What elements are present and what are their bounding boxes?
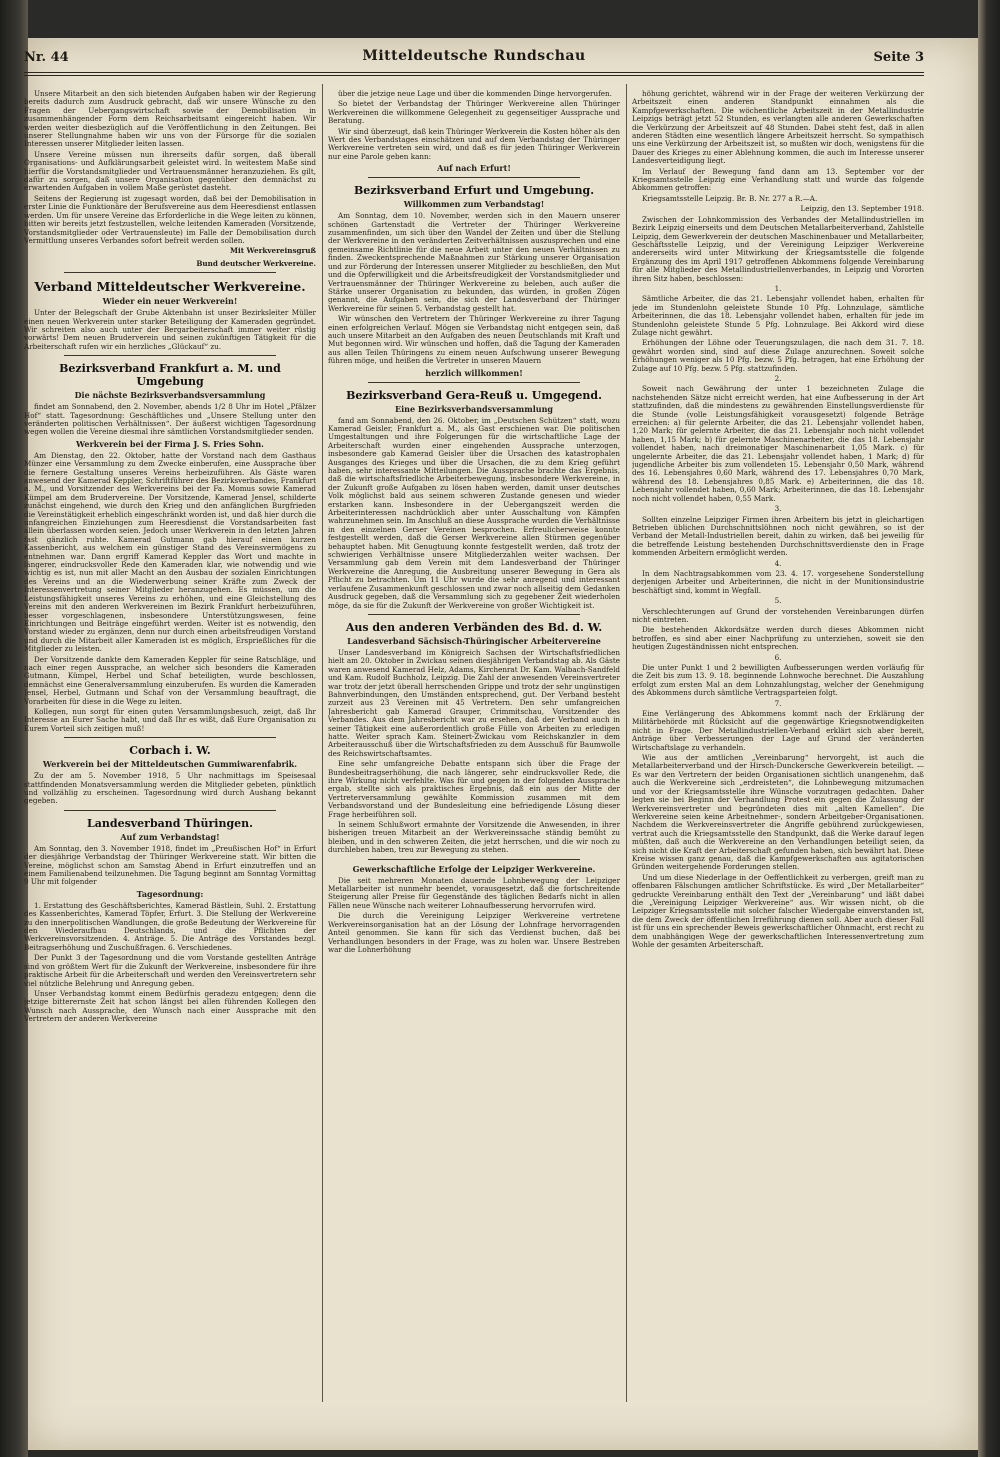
- subheading: Die nächste Bezirksverbandsversammlung: [74, 390, 266, 401]
- subheading: Eine Bezirksverbandsversammlung: [394, 403, 553, 414]
- article-paragraph: Der Vorsitzende dankte dem Kameraden Keppler für seine Ratschläge, und nach einer regen Aussprache, an welcher sich besonders die Kameraden Gutmann, Kümpel, Herbel und Schaf beteiligten, wurde beschlossen, demnächst eine Generalversammlung einzuberufen. Es wurden die Kameraden Jensel, Herbel, Gutmann und Schaf von der Versammlung beauftragt, die Vorarbeiten für diese in die Wege zu leiten.: [24, 654, 316, 706]
- signature-greeting: Mit Werkvereinsgruß: [230, 246, 316, 256]
- separator: [368, 614, 580, 615]
- article-paragraph: In seinem Schlußwort ermahnte der Vorsitzende die Anwesenden, in ihrer bisherigen treuen Mitarbeit an der Werkvereinssache ständig bemüht zu bleiben, und in den schweren Zeiten, die jetzt herrschen, und die wir noch zu durchleben haben, treu zur Bewegung zu stehen.: [328, 820, 620, 855]
- subheading: Gewerkschaftliche Erfolge der Leipziger Werkvereine.: [352, 863, 596, 874]
- article-paragraph: Am Sonntag, dem 10. November, werden sich in den Mauern unserer schönen Gartenstadt die Vertreter der Thüringer Werkvereine zusammenfinden, um sich über den Wandel der Zeiten und über die Stellung der Werkvereine in den veränderten Zeitverhältnissen auszusprechen und eine gemeinsame Richtlinie für die neue Arbeit unter den neuen Verhältnissen zu finden. Zweckentsprechende Maßnahmen zur Stärkung unserer Organisation und zur Förderung der Interessen unserer Mitglieder zu beschließen, den Mut und die Opferwilligkeit und die Arbeitsfreudigkeit der Vorstandsmitglieder und Vertrauensmänner der Thüringer Werkvereine zu beleben, auch außer die Stärke unserer Organisation zu bekunden, das würden, in großen Zügen genannt, die Aufgaben sein, die sich der Landesverband der Thüringer Werkvereine für seinen 5. Verbandstag gestellt hat.: [328, 211, 620, 313]
- section-heading: Bezirksverband Frankfurt a. M. und Umgebung: [59, 362, 281, 389]
- masthead: [24, 48, 924, 70]
- article-paragraph: höhung gerichtet, während wir in der Frage der weiteren Verkürzung der Arbeitszeit einen anderen Standpunkt einnahmen als die Kampfgewerkschaften. Die wöchentliche Arbeitszeit in der Metallindustrie Leipzigs beträgt jetzt 52 Stunden, es verlangten alle anderen Gewerkschaften die Verkürzung der Arbeitszeit auf 48 Stunden. Dabei steht fest, daß in allen anderen Städten eine wesentlich längere Arbeitszeit herrscht. So sympathisch uns eine Verkürzung der Arbeitszeit ist, so mußten wir doch, wenigstens für die Dauer des Krieges zu einer Ablehnung kommen, die auch im Interesse unserer Landesverteidigung liegt.: [632, 90, 924, 166]
- article-paragraph: Sämtliche Arbeiter, die das 21. Lebensjahr vollendet haben, erhalten für jede im Stundenlohn geleistete Stunde 10 Pfg. Lohnzulage, sämtliche Arbeiterinnen, die das 18. Lebensjahr vollendet haben, erhalten für jede im Stundenlohn geleistete Stunde 5 Pfg. Lohnzulage. Bei Akkord wird diese Zulage nicht gewährt.: [632, 294, 924, 337]
- separator: [64, 272, 276, 273]
- section-heading: Bezirksverband Gera-Reuß u. Umgegend.: [346, 388, 602, 402]
- column-3: [632, 90, 924, 1400]
- article-paragraph: Seitens der Regierung ist zugesagt worden, daß bei der Demobilisation in erster Linie die Funktionäre der Berufsvereine aus dem Heeresdienst entlassen werden. Um für unsere Vereine das Erforderliche in die Wege leiten zu können, bitten wir bereits jetzt festzustellen, welche leitenden Kameraden (Vorsitzende, Vorstandsmitglieder oder Vertrauensleute) im Falle der Demobilisation durch Vermittlung unseres Verbandes sofort befreit werden sollen.: [24, 193, 316, 245]
- section-heading: Aus den anderen Verbänden des Bd. d. W.: [345, 620, 603, 634]
- section-heading: Corbach i. W.: [129, 744, 211, 758]
- article-paragraph: Am Dienstag, den 22. Oktober, hatte der Vorstand nach dem Gasthaus Münzer eine Versammlung zu dem Zwecke einberufen, eine Aussprache über die fernere Gestaltung unseres Vereins herbeizuführen. Als Gäste waren anwesend der Kamerad Keppler, Schriftführer des Bezirksverbandes, Frankfurt a. M., und Vorsitzender des Werkvereins bei der Fa. Momus sowie Kamerad Kümpel am dem Brudervereine. Der Vorsitzende, Kamerad Jensel, schilderte zunächst eingehend, wie durch den Krieg und den anfänglichen Burgfrieden die Vereinstätigkeit erheblich eingeschränkt worden ist, und daß hier durch die unfangreichen Einziehungen zum Heeresdienst die Vorstandsarbeiten fast allein überlassen worden seien. Jedoch unser Werkverein in den letzten Jahren fast gänzlich ruhte. Kamerad Gutmann gab hierauf einen kurzen Kassenbericht, aus welchem ein günstiger Stand des Vereinsvermögens zu entnehmen war. Dann ergriff Kamerad Keppler das Wort und machte in längerer, eindrucksvoller Rede den Kameraden klar, wie notwendig und wie wichtig es ist, nun mit aller Macht an den Ausbau der sozialen Einrichtungen des Vereins und an die Wiederwerbung seiner Kräfte zum Zweck der Interessenvertretung seiner Mitglieder heranzugehen. Es müssen, um die Leistungsfähigkeit unseres Vereins zu erhöhen, und eine Gleichstellung des Vereins mit den anderen Werkvereinen im Bezirk Frankfurt herbeizuführen, besser vorgeschlagenen, insbesondere Unterstützungswesen, feine Einrichtungen und Beiträge eingeführt werden. Weiter ist es notwendig, den Vorstand wieder zu ergänzen, denn nur durch einen arbeitsfreudigen Vorstand und durch die Mitarbeit aller Kameraden ist es möglich, Ersprießliches für die Mitglieder zu leisten.: [24, 450, 316, 654]
- masthead-rule-bottom: [24, 75, 924, 76]
- agenda-list: 1. Erstattung des Geschäftsberichtes, Kamerad Bästlein, Suhl. 2. Erstattung des Kassenberichtes, Kamerad Töpfer, Erfurt. 3. Die Stellung der Werkvereine zu den innerpolitischen Wandlungen, die große Bedeutung der Werkvereine für den Wiederaufbau Deutschlands, und die Pflichten der Werkvereinsvorsitzenden. 4. Anträge. 5. Die Anträge des Vorstandes bezgl. Beitragserhöhung und Zuschußfragen. 6. Verschiedenes.: [24, 900, 316, 952]
- subheading: Wieder ein neuer Werkverein!: [102, 296, 238, 307]
- subheading: Landesverband Sächsisch-Thüringischer Arbeitervereine: [347, 635, 601, 646]
- subheading: Willkommen zum Verbandstag!: [403, 199, 545, 210]
- article-paragraph: Soweit nach Gewährung der unter 1 bezeichneten Zulage die nachstehenden Sätze nicht erreicht werden, hat eine Aufbesserung in der Art stattzufinden, daß die mindestens zu gewährenden Einstellungsverdienste für die Stunde (volle Leistungsfähigkeit vorausgesetzt) folgende Beträge erreichen: a) für gelernte Arbeiter, die das 21. Lebensjahr vollendet haben, 1,20 Mark; für gelernte Arbeiter, die das 21. Lebensjahr noch nicht vollendet haben, 1,15 Mark; b) für gelernte Maschinenarbeiter, die das 18. Lebensjahr vollendet haben, nach dreimonatiger Maschinenarbeit 1,05 Mark. c) für ungelernte Arbeiter, die das 21. Lebensjahr vollendet haben, 1 Mark; d) für jugendliche Arbeiter bis zum vollendeten 15. Lebensjahr 0,50 Mark, während des 16. Lebensjahres 0,60 Mark, während des 17. Lebensjahres 0,70 Mark, während des 18. Lebensjahres 0,85 Mark. e) Arbeiterinnen, die das 18. Lebensjahr vollendet haben, 0,60 Mark; Arbeiterinnen, die das 18. Lebensjahr noch nicht vollendet haben, 0,55 Mark.: [632, 384, 924, 503]
- clause-number: 5.: [774, 596, 782, 606]
- reference-line: Kriegsamtsstelle Leipzig. Br. B. Nr. 277 a R.—A.: [642, 193, 818, 203]
- page-edge: [978, 0, 1000, 1457]
- article-paragraph: Die bestehenden Akkordsätze werden durch dieses Abkommen nicht betroffen, es sind aber einer Nachprüfung zu unterziehen, soweit sie den heutigen Zugeständnissen nicht entsprechen.: [632, 625, 924, 652]
- dateline: Leipzig, den 13. September 1918.: [800, 204, 924, 214]
- subheading: Auf zum Verbandstag!: [120, 831, 220, 842]
- article-paragraph: Unter der Belegschaft der Grube Aktenbahn ist unser Bezirksleiter Müller einen neuen Werkverein unter starker Beteiligung der Kameraden gegründet. Wir schreiten also auch unter der Bergarbeiterschaft immer weiter rüstig vorwärts! Dem neuen Bruderverein und seinen zukünftigen Tätigkeit für die Arbeiterschaft rufen wir ein herzliches „Glückauf“ zu.: [24, 308, 316, 351]
- signature-organization: Bund deutscher Werkvereine.: [196, 258, 316, 268]
- article-paragraph: Wie aus der amtlichen „Vereinbarung“ hervorgeht, ist auch die Metallarbeiterverband und der Hirsch-Dunckersche Gewerkverein beteiligt. — Es war den Vertretern der beiden Organisationen sichtlich unangenehm, daß auch die Werkvereine sich „erdreisteten“, die Lohnbewegung mitzumachen und vor der Kriegsamtsstelle ihre Wünsche vorzutragen gedachten. Daher legten sie bei Beginn der Verhandlung Protest ein gegen die Zulassung der Werkvereinsvertreter und begründeten dies mit „alten Kamellen“. Die Werkvereine seien keine Arbeitnehmer-, sondern Arbeitgeber-Organisationen. Nachdem die Werkvereinsvertreter die Angriffe gebührend zurückgewiesen, vertrat auch die Kriegsamtsstelle den Standpunkt, daß die Werke darauf legen müßten, daß auch die Werkvereine an den Verhandlungen beteiligt seien, da sich nicht die Kraft der Arbeiterschaft gefunden haben, sich bewährt hat. Diese Kreise wissen ganz genau, daß die Kampfgewerkschaften aus agitatorischen Gründen weitergehende Forderungen stellen.: [632, 753, 924, 872]
- article-paragraph: über die jetzige neue Lage und über die kommenden Dinge hervorgerufen.: [338, 90, 612, 98]
- section-heading: Verband Mitteldeutscher Werkvereine.: [34, 279, 306, 295]
- article-paragraph: Die durch die Vereinigung Leipziger Werkvereine vertretene Werkvereinsorganisation hat an der Lösung der Lohnfrage hervorragenden Anteil genommen. Sie kann für sich das Verdienst buchen, daß bei Verhandlungen besonders in der Frage, was zu holen war. Unsere Bestreben war die Lohnerhöhung: [328, 911, 620, 954]
- article-paragraph: Zu der am 5. November 1918, 5 Uhr nachmittags im Speisesaal stattfindenden Monatsversammlung werden die Mitglieder gebeten, pünktlich und vollzählig zu erscheinen. Tagesordnung wird durch Aushang bekannt gegeben.: [24, 771, 316, 806]
- rallying-cry: Auf nach Erfurt!: [437, 163, 511, 174]
- article-paragraph: Kollegen, nun sorgt für einen guten Versammlungsbesuch, zeigt, daß Ihr Interesse an Eurer Sache habt, und daß Ihr es wißt, daß Eure Organisation zu Eurem Vorteil sich zeitigen muß!: [24, 706, 316, 733]
- separator: [368, 859, 580, 860]
- clause-number: 4.: [774, 558, 782, 568]
- article-paragraph: Unsere Mitarbeit an den sich bietenden Aufgaben haben wir der Regierung bereits dadurch zum Ausdruck gebracht, daß wir unsere Wünsche zu den Fragen der Uebergangswirtschaft sowie der Demobilisation in zusammenhängender Form dem Reichsarbeitsamt eingereicht haben. Wir werden weiter diesbezüglich auf die Veröffentlichung in den Zeitungen. Bei unserer Stellungnahme haben wir uns von der Fürsorge für die sozialen Interessen unserer Mitglieder leiten lassen.: [24, 90, 316, 149]
- newspaper-title: Mitteldeutsche Rundschau: [362, 48, 586, 64]
- subheading: Tagesordnung:: [136, 888, 204, 899]
- separator: [368, 382, 580, 383]
- article-paragraph: Der Punkt 3 der Tagesordnung und die vom Vorstande gestellten Anträge sind von größtem Wert für die Zukunft der Werkvereine, insbesondere für ihre praktische Arbeit für die Arbeiterschaft und werden den Vereinsvertretern sehr viel nützliche Belehrung und Anregung geben.: [24, 953, 316, 988]
- article-paragraph: Wir sind überzeugt, daß kein Thüringer Werkverein die Kosten höher als den Wert des Verbandstages einschätzen und auf dem Verbandstag der Thüringer Werkvereine vertreten sein wird, und daß es für jeden Thüringer Werkverein nur eine Parole geben kann:: [328, 126, 620, 161]
- article-paragraph: Eine sehr umfangreiche Debatte entspann sich über die Frage der Bundesbeitragserhöhung, die nach längerer, sehr eindrucksvoller Rede, die ihre Wirkung nicht verfehlte. Was für und gegen in der folgenden Aussprache ergab, stellte sich als praktisches Ergebnis, daß ein aus der Mitte der Vertreterversammlung gewählte Kommission zusammen mit dem Verbandsvorstand und der Bundesleitung eine befriedigende Lösung dieser Frage herbeiführen soll.: [328, 759, 620, 819]
- article-paragraph: Unser Landesverband im Königreich Sachsen der Wirtschaftsfriedlichen hielt am 20. Oktober in Zwickau seinen diesjährigen Verbandstag ab. Als Gäste waren anwesend Kamerad Helz, Adams, Kirchenrat Dr. Kam. Walbach-Sandfeld und Kam. Rudolf Buchholz, Leipzig. Die Zahl der anwesenden Vereinsvertreter war trotz der jetzt überall herrschenden Grippe und trotz der sehr ungünstigen Bahnverbindungen, den Umständen entsprechend, gut. Der Verband besteht zurzeit aus 23 Vereinen mit 45 Vertretern. Den sehr umfangreichen Jahresbericht gab Kamerad Grauper, Crimmitschau, Vorsitzender des Verbandes. Aus dem Jahresbericht war zu ersehen, daß der Verband auch in seiner Tätigkeit eine außerordentlich große Fülle von Arbeiten zu erledigen hatte. Weiter sprach Kam. Steinert-Zwickau vom Reichskanzler in dem Arbeiterausschuß über die Wirtschaftsfrieden zu dem Ausschuß für Baumwolle des Reichswirtschaftsamtes.: [328, 647, 620, 758]
- separator: [64, 355, 276, 356]
- article-paragraph: Im Verlauf der Bewegung fand dann am 13. September vor der Kriegsamtsstelle Leipzig eine Verhandlung statt und wurde das folgende Abkommen getroffen:: [632, 166, 924, 193]
- subheading: Werkverein bei der Mitteldeutschen Gummiwarenfabrik.: [42, 759, 298, 770]
- separator: [64, 810, 276, 811]
- article-paragraph: Verschlechterungen auf Grund der vorstehenden Vereinbarungen dürfen nicht eintreten.: [632, 606, 924, 624]
- separator: [64, 737, 276, 738]
- masthead-rule-top: [24, 72, 924, 73]
- column-divider: [626, 84, 627, 1402]
- article-paragraph: Die seit mehreren Monaten dauernde Lohnbewegung der Leipziger Metallarbeiter ist nunmehr beendet, vorausgesetzt, daß die fortschreitende Steigerung aller Preise für Gegenstände des täglichen Bedarfs nicht in allen Fällen neue Wünsche nach weiterer Lohnaufbesserung hervorrufen wird.: [328, 875, 620, 910]
- article-paragraph: Zwischen der Lohnkommission des Verbandes der Metallindustriellen im Bezirk Leipzig einerseits und dem Deutschen Metallarbeiterverband, Zahlstelle Leipzig, dem Gewerkverein der deutschen Maschinenbauer und Metallarbeiter, Geschäftsstelle Leipzig, und der Vereinigung Leipziger Werkvereine andererseits wird unter Mitwirkung der Kriegsamtsstelle die folgende Ergänzung des im April 1917 getroffenen Abkommens folgende Vereinbarung für alle Mitglieder des Metallindustriellenverbandes, in Leipzig und Vororten ihren Sitz haben, beschlossen:: [632, 214, 924, 283]
- column-divider: [322, 84, 323, 1402]
- article-paragraph: Und um diese Niederlage in der Oeffentlichkeit zu verbergen, greift man zu offenbaren Fälschungen amtlicher Schriftstücke. Es wird „Der Metallarbeiter“ gedruckte Vereinbarung enthält den Text der „Vereinbarung“ und läßt dabei die „Vereinigung Leipziger Werkvereine“ aus. Wir wissen nicht, ob die Leipziger Kriegsamtsstelle mit solcher falscher Wiedergabe einverstanden ist, die dem Zweck der öffentlichen Irreführung dienen soll. Aber auch dieser Fall ist für uns ein sprechender Beweis gewerkschaftlicher Ohnmacht, erst recht zu dem unabhängigen Wege der gewerkschaftlichen Interessenvertretung zum Wohle der gesamten Arbeiterschaft.: [632, 872, 924, 949]
- article-paragraph: Am Sonntag, den 3. November 1918, findet im „Preußischen Hof“ in Erfurt der diesjährige Verbandstag der Thüringer Werkvereine statt. Wir bitten die Vereine, möglichst schon am Samstag Abend in Erfurt einzutreffen und an einem Familienabend teilzunehmen. Die Tagung beginnt am Sonntag Vormittag 9 Uhr mit folgender: [24, 843, 316, 887]
- rallying-cry: herzlich willkommen!: [425, 367, 523, 378]
- section-heading: Landesverband Thüringen.: [87, 816, 253, 830]
- article-paragraph: Wir wünschen den Vertretern der Thüringer Werkvereine zu ihrer Tagung einen erfolgreichen Verlauf. Mögen sie Verbandstag nicht entgegen sein, daß auch unsere Mitarbeit an den Aufgaben des neuen Deutschlands mit Kraft und Mut begonnen wird. Wir wünschen und hoffen, daß die Tagung der Kameraden aus allen Teilen Thüringens zu einem neuen Aufschwung unserer Bewegung führen möge, und heißen die Vertreter in unseren Mauern: [328, 314, 620, 366]
- article-paragraph: Die unter Punkt 1 und 2 bewilligten Aufbesserungen werden vorläufig für die Zeit bis zum 13. 9. 18. beginnende Lohnwoche berechnet. Die Auszahlung erfolgt zum ersten Mal an dem Lohnzahlungstag, welcher der Genehmigung des Abkommens durch sämtliche Vertragsparteien folgt.: [632, 663, 924, 698]
- issue-number: Nr. 44: [24, 50, 69, 65]
- article-paragraph: Eine Verlängerung des Abkommens kommt nach der Erklärung der Militärbehörde mit Rücksicht auf die gegenwärtige Kriegsnotwendigkeiten nicht in Frage. Der Metallindustriellen-Verband erklärt sich aber bereit, Anträge über Verbesserungen der Lage auf Grund der veränderten Wirtschaftslage zu verhandeln.: [632, 709, 924, 752]
- clause-number: 7.: [774, 698, 782, 708]
- column-1: [24, 90, 316, 1400]
- article-paragraph: Unser Verbandstag kommt einem Bedürfnis geradezu entgegen; denn die jetzige bitterernste Zeit hat schon längst bei allen führenden Kollegen den Wunsch nach Aussprache, den Wunsch nach einer Aussprache mit den Vertretern der anderen Werkvereine: [24, 988, 316, 1024]
- section-heading: Bezirksverband Erfurt und Umgebung.: [353, 184, 595, 198]
- clause-number: 6.: [774, 652, 782, 662]
- article-paragraph: Unsere Vereine müssen nun ihrerseits dafür sorgen, daß überall Organisations- und Aufklärungsarbeit geleistet wird. In weitestem Maße sind hierfür die Vorstandsmitglieder und Vertrauensmänner heranzuziehen. Es gilt, dafür zu sorgen, daß unsere Organisation gegenüber den demnächst zu erwartenden Aufgaben in vollem Maße gerüstet dasteht.: [24, 149, 316, 193]
- page-number: Seite 3: [873, 50, 924, 65]
- article-paragraph: fand am Sonnabend, den 26. Oktober, im „Deutschen Schützen“ statt, wozu Kamerad Geisler, Frankfurt a. M., als Gast erschienen war. Die politischen Umgestaltungen und ihre Folgerungen für die wirtschaftliche Lage der Arbeiterschaft wurden einer eingehenden Aussprache unterzogen, insbesondere gab Kamerad Geisler über die Ursachen des katastrophalen Ausganges des Krieges und über die Ursachen, die zu dem Krieg geführt haben, sehr interessante Mitteilungen. Die Aussprache brachte das Ergebnis, daß die wirtschaftsfriedliche Arbeiterbewegung, insbesondere Werkvereine, in der Zukunft große Aufgaben zu lösen haben werden, damit unser deutsches Volk möglichst bald aus seinem schweren Zustande genesen und wieder erstarken kann. Insbesondere in der Uebergangszeit werden die Arbeiterinteressen nachdrücklich aber unter Ausschaltung von Kämpfen wahrzunehmen sein. Im Anschluß an diese Aussprache wurden die Verhältnisse in den einzelnen Gerser Vereinen besprochen. Erfreulicherweise konnte festgestellt werden, daß die Gerser Werkvereine allen Stürmen gegenüber behauptet haben. Mit Genugtuung konnte festgestellt werden, daß trotz der schwierigen Verhältnisse unsere Mitgliederzahlen weiter wachsen. Der Versammlung gab dem Verein mit dem Landesverband der Thüringer Werkvereine die Anregung, die Ausbreitung unserer Bewegung in Gera als Pflicht zu betrachten. Um 11 Uhr wurde die sehr anregend und interessant verlaufene Zusammenkunft geschlossen und zwar noch allseitig dem Gedanken Ausdruck gegeben, daß die Versammlung sich zu gegebener Zeit wiederholen möge, da sie für die Zukunft der Werkvereine von großer Wichtigkeit ist.: [328, 415, 620, 610]
- clause-number: 1.: [774, 283, 782, 293]
- clause-number: 2.: [774, 374, 782, 383]
- article-paragraph: Sollten einzelne Leipziger Firmen ihren Arbeitern bis jetzt in gleichartigen Betrieben üblichen Durchschnittslöhnen noch nicht gewähren, so ist der Verband der Metall-Industriellen bereit, dahin zu wirken, daß bei jeweilig für die betreffende Leistung bestehenden Durchschnittsverdienste den in Frage kommenden Arbeitern ermöglicht werden.: [632, 514, 924, 558]
- clause-number: 3.: [774, 504, 782, 514]
- article-paragraph: So bietet der Verbandstag der Thüringer Werkvereine allen Thüringer Werkvereinen die willkommene Gelegenheit zu gegenseitiger Aussprache und Beratung.: [328, 99, 620, 126]
- column-2: [328, 90, 620, 1400]
- article-paragraph: In dem Nachtragsabkommen vom 23. 4. 17. vorgesehene Sonderstellung derjenigen Arbeiter und Arbeiterinnen, die nicht in der Munitionsindustrie beschäftigt sind, kommt in Wegfall.: [632, 568, 924, 595]
- article-paragraph: Erhöhungen der Löhne oder Teuerungszulagen, die nach dem 31. 7. 18. gewährt worden sind, sind auf diese Zulage anzurechnen. Soweit solche Erhöhungen weniger als 10 Pfg. bezw. 5 Pfg. betragen, hat eine Erhöhung der Zulage auf 10 Pfg. bezw. 5 Pfg. stattzufinden.: [632, 338, 924, 373]
- separator: [368, 177, 580, 178]
- article-paragraph: findet am Sonnabend, den 2. November, abends 1/2 8 Uhr im Hotel „Pfälzer Hof“ statt. Tagesordnung: Geschäftliches und „Unsere Stellung unter den veränderten politischen Verhältnissen“. Der äußerst wichtigen Tagesordnung wegen wollen die Vereine diesmal ihre sämtlichen Vorstandsmitglieder senden.: [24, 402, 316, 437]
- subheading: Werkverein bei der Firma J. S. Fries Sohn.: [76, 438, 264, 449]
